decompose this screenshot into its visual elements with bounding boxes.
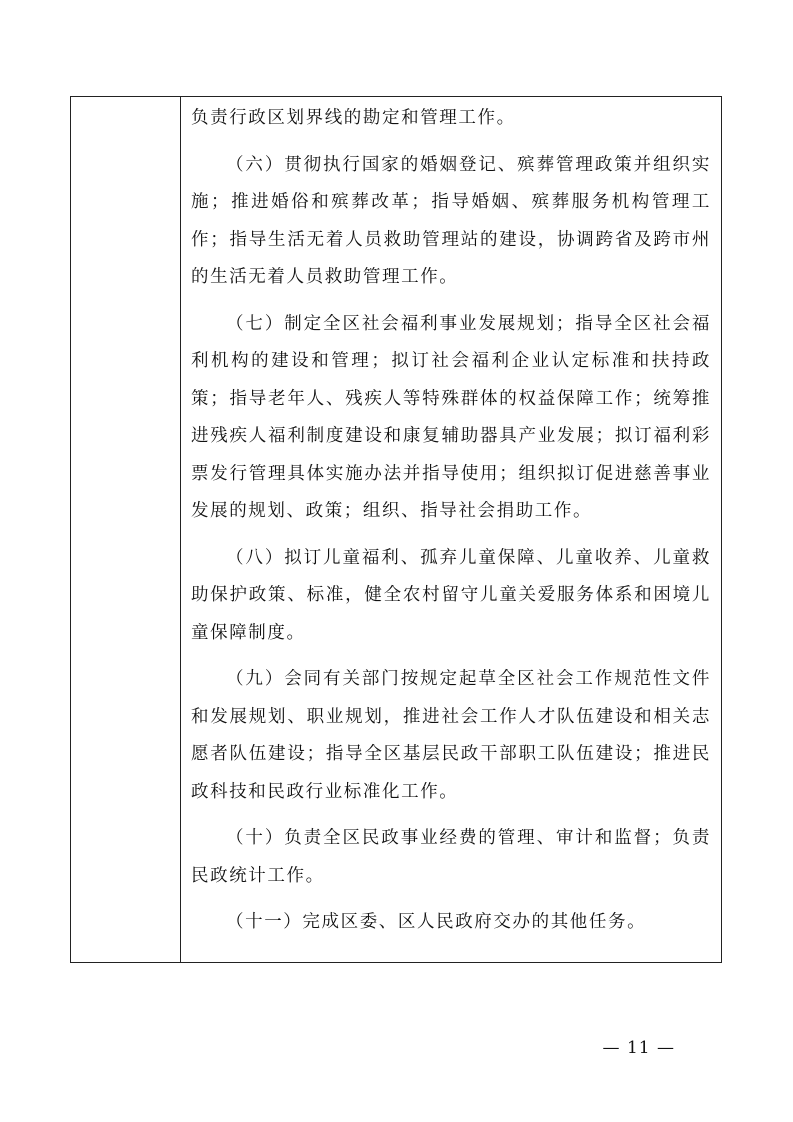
table-left-column: [71, 97, 181, 962]
page-number: — 11 —: [602, 1038, 675, 1058]
content-table: [70, 96, 722, 963]
paragraph-item-9: （九）会同有关部门按规定起草全区社会工作规范性文件和发展规划、职业规划，推进社会工作人才队伍建设和相关志愿者队伍建设；指导全区基层民政干部职工队伍建设；推进民政科技和民政行业标准化工作。: [191, 669, 711, 802]
paragraph-continuation: 负责行政区划界线的勘定和管理工作。: [191, 108, 516, 128]
paragraph-item-7: （七）制定全区社会福利事业发展规划；指导全区社会福利机构的建设和管理；拟订社会福利企业认定标准和扶持政策；指导老年人、残疾人等特殊群体的权益保障工作；统筹推进残疾人福利制度建设和康复辅助器具产业发展；拟订福利彩票发行管理具体实施办法并指导使用；组织拟订促进慈善事业发展的规划、政策；组织、指导社会捐助工作。: [191, 313, 711, 521]
paragraph-item-6: （六）贯彻执行国家的婚姻登记、殡葬管理政策并组织实施；推进婚俗和殡葬改革；指导婚姻、殡葬服务机构管理工作；指导生活无着人员救助管理站的建设，协调跨省及跨市州的生活无着人员救助管理工作。: [191, 154, 711, 287]
paragraph-item-10: （十）负责全区民政事业经费的管理、审计和监督；负责民政统计工作。: [191, 828, 711, 886]
paragraph-item-8: （八）拟订儿童福利、孤弃儿童保障、儿童收养、儿童救助保护政策、标准，健全农村留守儿童关爱服务体系和困境儿童保障制度。: [191, 547, 711, 643]
paragraph-item-11: （十一）完成区委、区人民政府交办的其他任务。: [226, 912, 647, 932]
table-right-column: [181, 97, 721, 962]
